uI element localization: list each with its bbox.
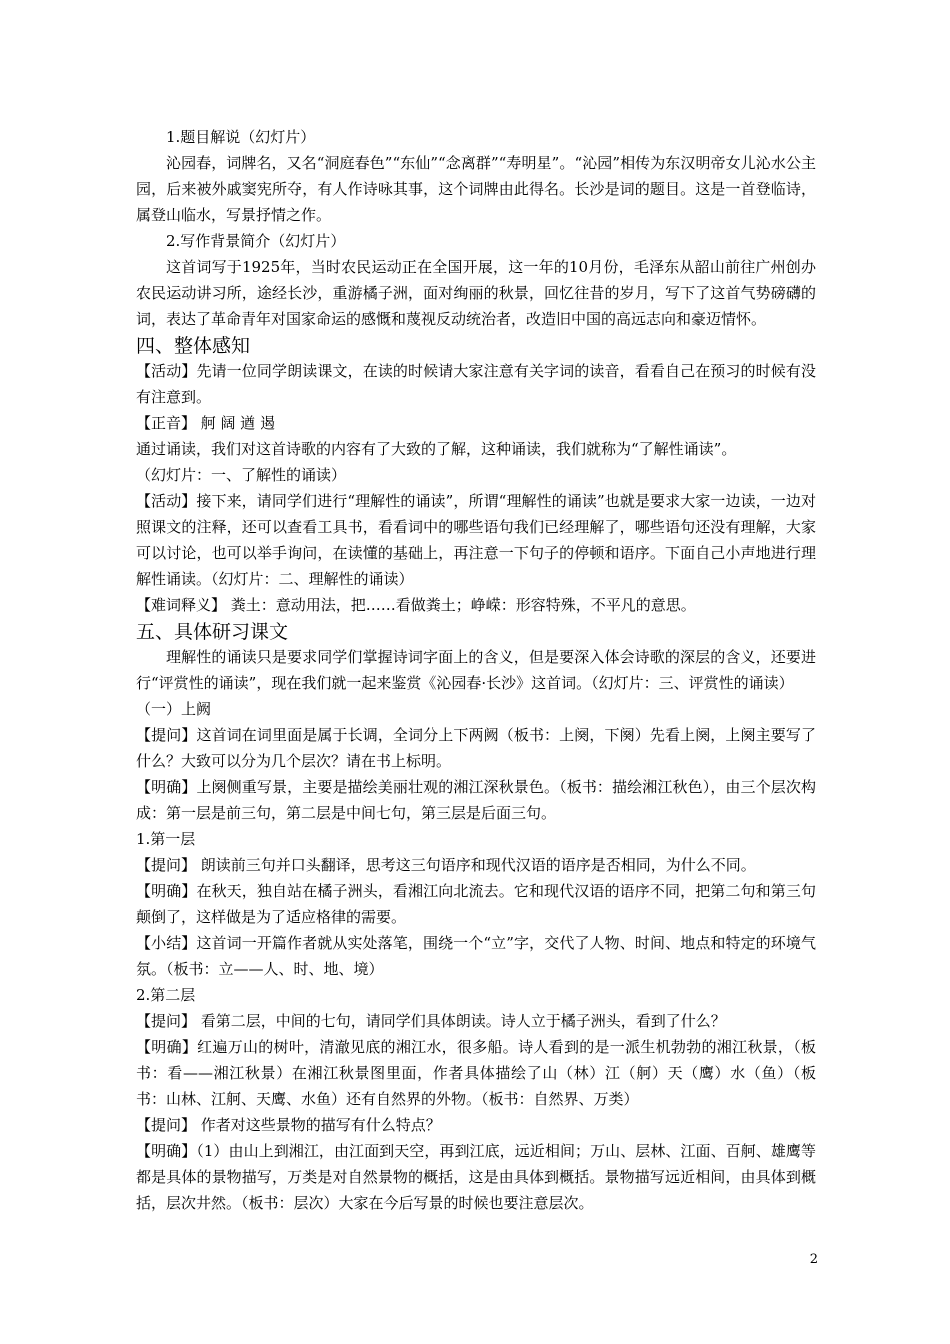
document-body — [136, 124, 816, 1216]
paragraph: （幻灯片：一、了解性的诵读） — [136, 466, 347, 484]
paragraph: 沁园春，词牌名，又名“洞庭春色”“东仙”“念离群”“寿明星”。“沁园”相传为东汉明帝女儿沁水公主园，后来被外戚窦宪所夺，有人作诗咏其事，这个词牌由此得名。长沙是词的题目。这是一首登临诗，属登山临水，写景抒情之作。 — [136, 154, 816, 224]
paragraph: 【难词释义】 粪土：意动用法，把……看做粪土；峥嵘：形容特殊，不平凡的意思。 — [136, 596, 696, 614]
paragraph: 【明确】在秋天，独自站在橘子洲头，看湘江向北流去。它和现代汉语的语序不同，把第二句和第三句颠倒了，这样做是为了适应格律的需要。 — [136, 882, 816, 926]
paragraph: （一）上阙 — [136, 700, 212, 718]
paragraph: 1.第一层 — [136, 830, 196, 848]
paragraph: 【提问】 朗读前三句并口头翻译，思考这三句语序和现代汉语的语序是否相同，为什么不同。 — [136, 856, 756, 874]
paragraph: 【活动】先请一位同学朗读课文，在读的时候请大家注意有关字词的读音，看看自己在预习的时候有没有注意到。 — [136, 362, 816, 406]
paragraph: 通过诵读，我们对这首诗歌的内容有了大致的了解，这种诵读，我们就称为“了解性诵读”。 — [136, 440, 737, 458]
section-heading: 五、具体研习课文 — [136, 621, 289, 643]
paragraph: 【明确】（1）由山上到湘江，由江面到天空，再到江底，远近相间；万山、层林、江面、百舸、雄鹰等都是具体的景物描写，万类是对自然景物的概括，这是由具体到概括。景物描写远近相间，由具体到概括，层次井然。（板书：层次）大家在今后写景的时候也要注意层次。 — [136, 1142, 816, 1212]
paragraph: 【提问】 看第二层，中间的七句，请同学们具体朗读。诗人立于橘子洲头，看到了什么？ — [136, 1012, 726, 1030]
section-heading: 四、整体感知 — [136, 335, 251, 357]
paragraph: 2.第二层 — [136, 986, 196, 1004]
paragraph: 【明确】红遍万山的树叶，清澈见底的湘江水，很多船。诗人看到的是一派生机勃勃的湘江秋景，（板书：看——湘江秋景）在湘江秋景图里面，作者具体描绘了山（林）江（舸）天（鹰）水（鱼）（板书：山林、江舸、天鹰、水鱼）还有自然界的外物。（板书：自然界、万类） — [136, 1038, 816, 1108]
paragraph: 【提问】 作者对这些景物的描写有什么特点？ — [136, 1116, 441, 1134]
paragraph: 【提问】这首词在词里面是属于长调，全词分上下两阙（板书：上阕，下阕）先看上阕，上阕主要写了什么？大致可以分为几个层次？请在书上标明。 — [136, 726, 816, 770]
page-number: 2 — [809, 1252, 818, 1267]
paragraph: 【小结】这首词一开篇作者就从实处落笔，围绕一个“立”字，交代了人物、时间、地点和特定的环境气氛。（板书：立——人、时、地、境） — [136, 934, 816, 978]
paragraph: 2.写作背景简介（幻灯片） — [166, 232, 346, 250]
paragraph: 理解性的诵读只是要求同学们掌握诗词字面上的含义，但是要深入体会诗歌的深层的含义，还要进行“评赏性的诵读”，现在我们就一起来鉴赏《沁园春·长沙》这首词。（幻灯片：三、评赏性的诵读） — [136, 648, 816, 692]
paragraph: 这首词写于1925年，当时农民运动正在全国开展，这一年的10月份，毛泽东从韶山前往广州创办农民运动讲习所，途经长沙，重游橘子洲，面对绚丽的秋景，回忆往昔的岁月，写下了这首气势磅礴的词，表达了革命青年对国家命运的感慨和蔑视反动统治者，改造旧中国的高远志向和豪迈情怀。 — [136, 258, 816, 328]
paragraph: 【活动】接下来，请同学们进行“理解性的诵读”，所谓“理解性的诵读”也就是要求大家一边读，一边对照课文的注释，还可以查看工具书，看看词中的哪些语句我们已经理解了，哪些语句还没有理解，大家可以讨论，也可以举手询问，在读懂的基础上，再注意一下句子的停顿和语序。下面自己小声地进行理解性诵读。（幻灯片：二、理解性的诵读） — [136, 492, 816, 588]
paragraph: 【正音】 舸 阔 遒 遏 — [136, 414, 276, 432]
paragraph: 【明确】上阕侧重写景，主要是描绘美丽壮观的湘江深秋景色。（板书：描绘湘江秋色），由三个层次构成：第一层是前三句，第二层是中间七句，第三层是后面三句。 — [136, 778, 816, 822]
paragraph: 1.题目解说（幻灯片） — [166, 128, 316, 146]
